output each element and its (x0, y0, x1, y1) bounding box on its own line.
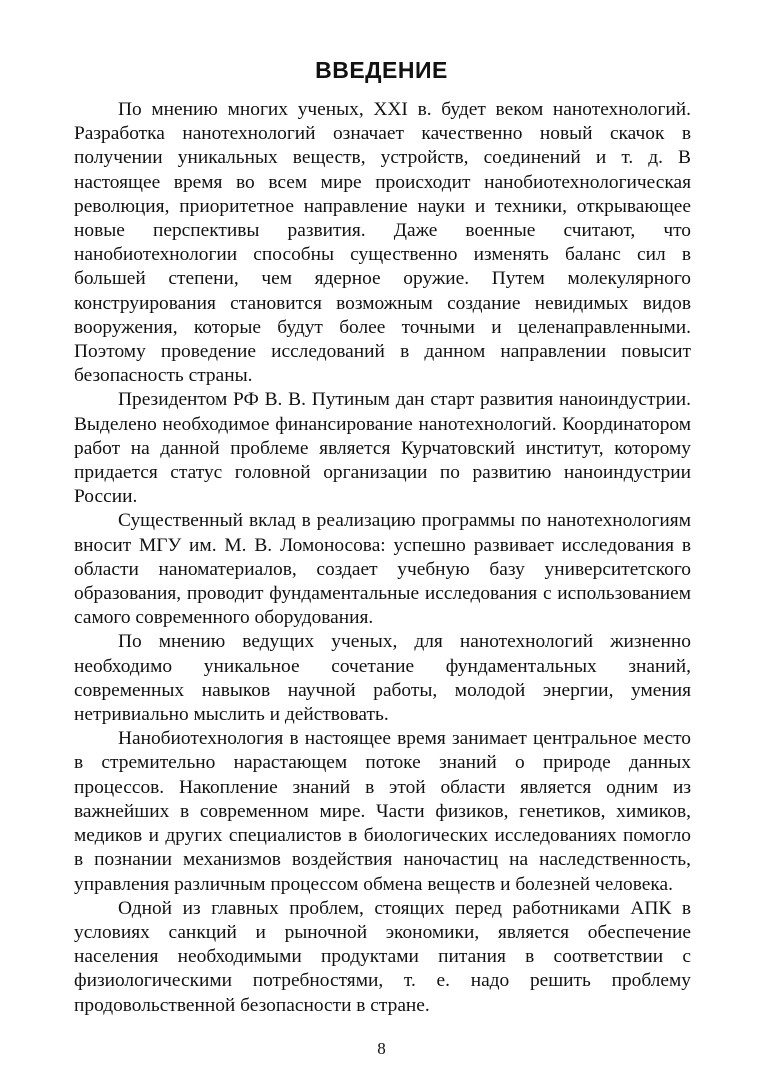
page-title: ВВЕДЕНИЕ (315, 57, 448, 83)
paragraph-3: Существенный вклад в реализацию программы по нанотехнологиям вносит МГУ им. М. В. Ломоносова: успешно развивает исследования в области наноматериалов, создает учебную базу университетского образования, проводит фундаментальные исследования с использованием самого современного оборудования. (74, 510, 691, 629)
paragraph-6: Одной из главных проблем, стоящих перед работниками АПК в условиях санкций и рыночной экономики, является обеспечение населения необходимыми продуктами питания в соответствии с физиологическими потребностями, т. е. надо решить проблему продовольственной безопасности в стране. (74, 897, 691, 1016)
page-number: 8 (377, 1039, 386, 1058)
paragraph-2: Президентом РФ В. В. Путиным дан старт развития наноиндустрии. Выделено необходимое финансирование нанотехнологий. Координатором работ на данной проблеме является Курчатовский институт, которому придается статус головной организации по развитию наноиндустрии России. (74, 389, 691, 508)
paragraph-1: По мнению многих ученых, XXI в. будет веком нанотехнологий. Разработка нанотехнологий означает качественно новый скачок в получении уникальных веществ, устройств, соединений и т. д. В настоящее время во всем мире происходит нанобиотехнологическая революция, приоритетное направление науки и техники, открывающее новые перспективы развития. Даже военные считают, что нанобиотехнологии способны существенно изменять баланс сил в большей степени, чем ядерное оружие. Путем молекулярного конструирования становится возможным создание невидимых видов вооружения, которые будут более точными и целенаправленными. Поэтому проведение исследований в данном направлении повысит безопасность страны. (74, 99, 691, 387)
paragraph-5: Нанобиотехнология в настоящее время занимает центральное место в стремительно нарастающем потоке знаний о природе данных процессов. Накопление знаний в этой области является одним из важнейших в современном мире. Части физиков, генетиков, химиков, медиков и других специалистов в биологических исследованиях помогло в познании механизмов воздействия наночастиц на наследственность, управления различным процессом обмена веществ и болезней человека. (74, 728, 691, 895)
paragraph-4: По мнению ведущих ученых, для нанотехнологий жизненно необходимо уникальное сочетание фундаментальных знаний, современных навыков научной работы, молодой энергии, умения нетривиально мыслить и действовать. (74, 631, 691, 726)
body-text (74, 98, 691, 1018)
